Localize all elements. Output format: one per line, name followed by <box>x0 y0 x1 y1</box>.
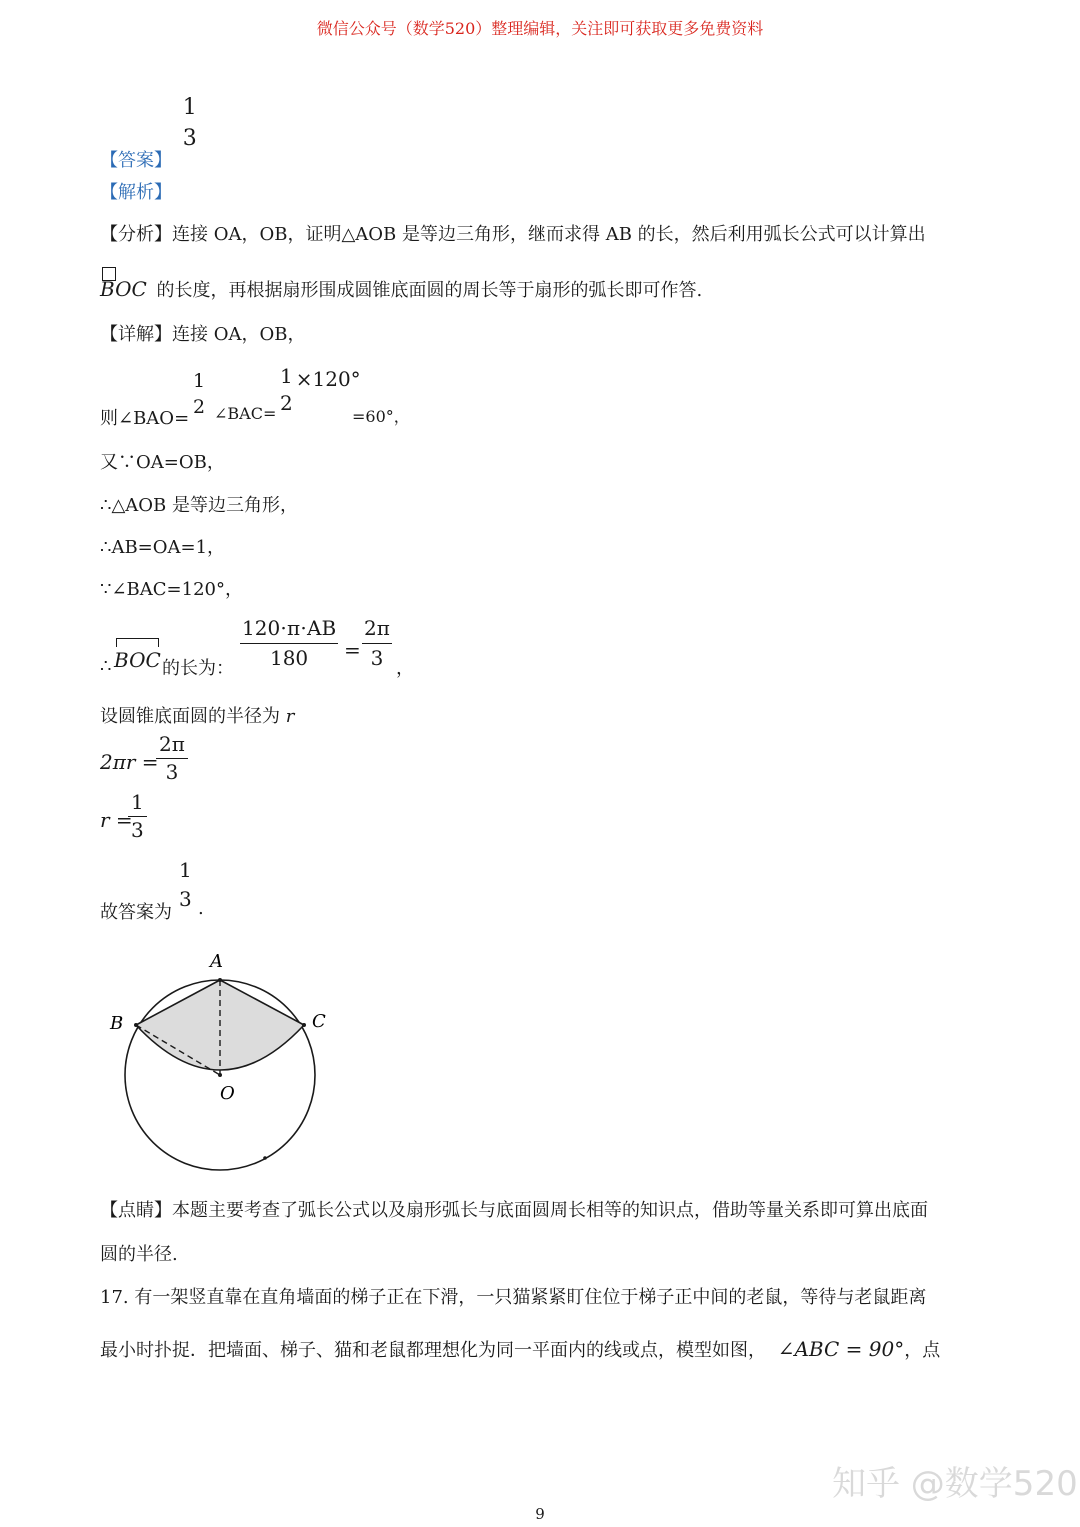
step1-frac-den: 2 <box>280 391 293 415</box>
step7-text: 设圆锥底面圆的半径为 <box>100 706 280 727</box>
eq2-den: 3 <box>131 818 144 842</box>
conclusion-den: 3 <box>179 887 192 911</box>
page-number: 9 <box>535 1505 545 1523</box>
point-c <box>302 1023 306 1027</box>
conclusion-num: 1 <box>179 858 192 882</box>
q17-line2 <box>100 1336 940 1362</box>
detail-intro-text: 连接 OA，OB， <box>172 324 306 345</box>
label-o: O <box>220 1083 235 1104</box>
eq1-fraction <box>156 734 188 783</box>
step1-half-num: 1 <box>193 370 206 392</box>
fenxi-text-1: 连接 OA，OB，证明△AOB 是等边三角形，继而求得 AB 的长，然后利用弧长公式可以计算出 <box>172 224 926 245</box>
fenxi-label: 【分析】 <box>100 224 172 245</box>
dianjing-label: 【点睛】 <box>100 1200 172 1221</box>
step6-num: 120⋅π⋅AB <box>240 618 338 644</box>
step6-res-num: 2π <box>362 618 392 644</box>
eq2-fraction <box>128 792 147 841</box>
eq2-left: r = <box>100 808 133 832</box>
eq1-den: 3 <box>165 760 179 784</box>
label-a: A <box>210 951 223 972</box>
eq2-num: 1 <box>128 792 147 817</box>
arc-boc-text: BOC <box>100 277 147 301</box>
fenxi-line2 <box>100 276 702 302</box>
q17-angle: ∠ABC = 90° <box>777 1337 905 1361</box>
step6-result <box>362 618 392 669</box>
step1-frac-num: 1 <box>280 364 293 388</box>
answer-block <box>100 95 200 172</box>
step1-mid: ∠BAC= <box>214 404 277 423</box>
detail-intro <box>100 320 305 346</box>
step6-arc-text: BOC <box>114 648 161 672</box>
fenxi-text-2: 的长度，再根据扇形围成圆锥底面圆的周长等于扇形的弧长即可作答. <box>156 280 703 301</box>
analysis-label: 【解析】 <box>100 182 172 203</box>
step1-half <box>190 372 208 418</box>
answer-label: 【答案】 <box>100 150 172 172</box>
label-c: C <box>312 1011 326 1032</box>
eq1-num: 2π <box>156 734 188 759</box>
step1-expression <box>277 366 361 414</box>
circle-dot <box>263 1156 267 1160</box>
step6-fraction <box>240 618 338 669</box>
point-a <box>218 978 222 982</box>
step6-arc <box>114 648 161 672</box>
step6-eq: = <box>344 638 361 662</box>
q17-text-2: 最小时扑捉．把墙面、梯子、猫和老鼠都理想化为同一平面内的线或点，模型如图， <box>100 1340 766 1361</box>
dianjing-line1 <box>100 1196 928 1222</box>
answer-denominator: 3 <box>182 126 197 152</box>
conclusion-fraction <box>176 860 195 910</box>
dianjing-text-1: 本题主要考查了弧长公式以及扇形弧长与底面圆周长相等的知识点，借助等量关系即可算出底面 <box>172 1200 928 1221</box>
detail-step2: 又∵OA=OB， <box>100 452 225 473</box>
point-o <box>218 1073 222 1077</box>
label-b: B <box>110 1013 124 1034</box>
conclusion-prefix: 故答案为 <box>100 902 172 923</box>
page-header: 微信公众号（数学520）整理编辑，关注即可获取更多免费资料 <box>316 19 764 38</box>
step6-mid: 的长为： <box>162 658 234 679</box>
step6-tail: ， <box>396 658 414 679</box>
step7-var: r <box>285 706 295 727</box>
detail-step3: ∴△AOB 是等边三角形， <box>100 495 298 516</box>
conclusion-tail: . <box>198 898 204 919</box>
fenxi-line1 <box>100 220 926 246</box>
arc-boc-symbol <box>100 277 147 301</box>
arc-placeholder-box <box>102 267 116 281</box>
step1-frac <box>277 366 296 414</box>
q17-line1: 17. 有一架竖直靠在直角墙面的梯子正在下滑，一只猫紧紧盯住位于梯子正中间的老鼠，等待与老鼠距离 <box>100 1287 927 1308</box>
geometry-figure <box>100 945 340 1175</box>
answer-fraction <box>180 96 200 150</box>
detail-step5: ∵∠BAC=120°， <box>100 579 243 600</box>
step1-prefix: 则∠BAO= <box>100 408 190 429</box>
dianjing-line2: 圆的半径. <box>100 1244 178 1265</box>
detail-step4: ∴AB=OA=1， <box>100 537 226 558</box>
step6-arc-box <box>116 638 159 647</box>
detail-label: 【详解】 <box>100 324 172 345</box>
detail-step7 <box>100 702 294 728</box>
step6-den: 180 <box>269 646 309 670</box>
zhihu-watermark: 知乎 @数学520 <box>832 1464 1078 1504</box>
step1-times: ×120° <box>295 366 361 391</box>
eq1-left: 2πr = <box>100 750 159 774</box>
point-b <box>134 1023 138 1027</box>
q17-tail: ，点 <box>904 1340 941 1361</box>
step1-half-den: 2 <box>193 395 206 418</box>
step6-prefix: ∴ <box>100 656 112 677</box>
step6-res-den: 3 <box>370 646 384 670</box>
step1-result: =60°， <box>352 407 410 426</box>
answer-numerator: 1 <box>182 95 197 120</box>
